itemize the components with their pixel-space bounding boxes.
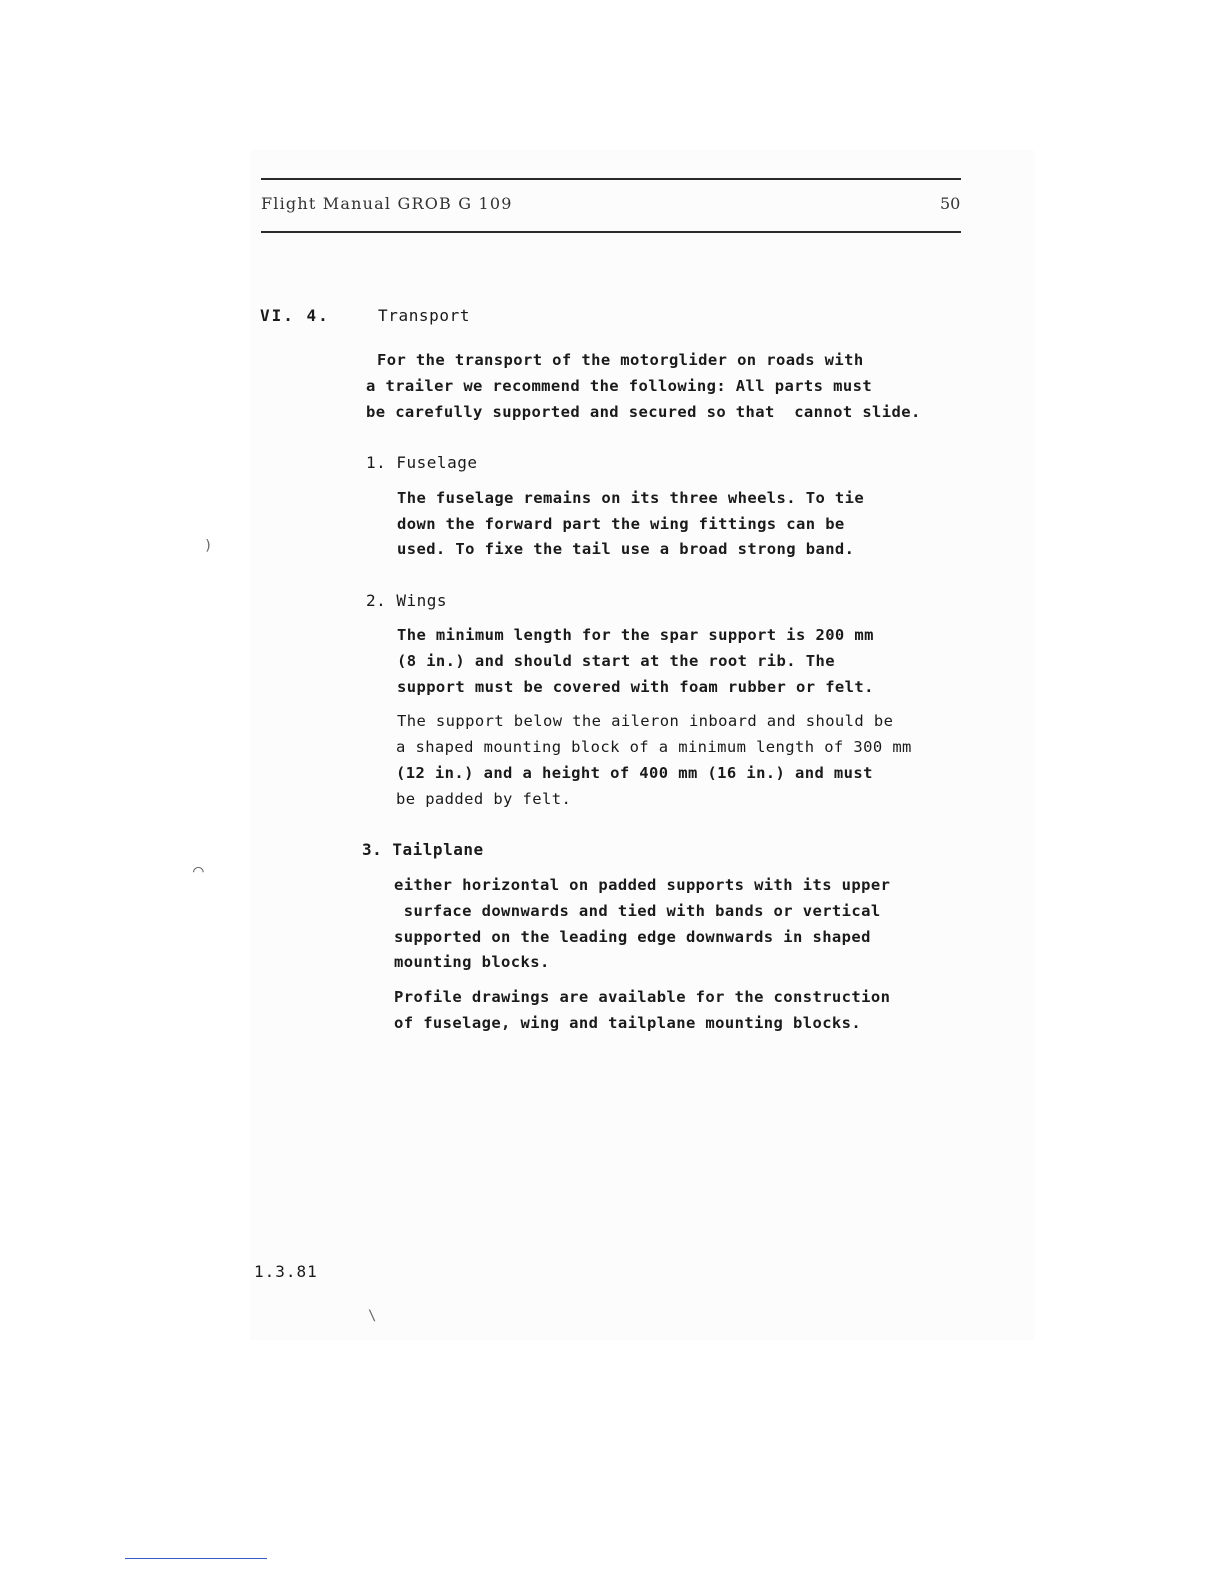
intro-line: a trailer we recommend the following: All parts must (366, 377, 873, 395)
tailplane-text-line: mounting blocks. (394, 953, 550, 971)
wings-text-line: support must be covered with foam rubber or felt. (397, 678, 874, 696)
footer-link-underline (125, 1558, 267, 1559)
item-heading-tailplane: 3. Tailplane (362, 840, 484, 859)
fuselage-text-line: down the forward part the wing fittings can be (397, 515, 845, 533)
tailplane-text-line: either horizontal on padded supports with its upper (394, 876, 891, 894)
wings-text-line: The minimum length for the spar support is 200 mm (397, 626, 874, 644)
revision-date: 1.3.81 (254, 1262, 318, 1281)
header-top-rule (261, 178, 961, 180)
scan-artifact-mark: ⌒ (193, 860, 204, 881)
page-number: 50 (940, 194, 961, 213)
tailplane-text-line: surface downwards and tied with bands or vertical (394, 902, 881, 920)
section-number: VI. 4. (260, 306, 330, 325)
tailplane-text-line: Profile drawings are available for the construction (394, 988, 891, 1006)
fuselage-text-line: The fuselage remains on its three wheels. To tie (397, 489, 865, 507)
scan-artifact-mark: ) (204, 538, 213, 554)
fuselage-text-line: used. To fixe the tail use a broad strong band. (397, 540, 855, 558)
item-heading-fuselage: 1. Fuselage (366, 453, 478, 472)
intro-line: be carefully supported and secured so that cannot slide. (366, 403, 921, 421)
scan-artifact-mark: \ (368, 1308, 377, 1324)
item-heading-wings: 2. Wings (366, 591, 448, 610)
wings-text-line: The support below the aileron inboard and should be (397, 712, 894, 730)
tailplane-text-line: supported on the leading edge downwards in shaped (394, 928, 871, 946)
wings-text-line: a shaped mounting block of a minimum length of 300 mm (396, 738, 912, 756)
manual-title: Flight Manual GROB G 109 (261, 194, 513, 213)
intro-line: For the transport of the motorglider on roads with (377, 351, 864, 369)
header-bottom-rule (261, 231, 961, 233)
wings-text-line: (8 in.) and should start at the root rib. The (397, 652, 835, 670)
wings-text-line: (12 in.) and a height of 400 mm (16 in.) and must (396, 764, 873, 782)
wings-text-line: be padded by felt. (396, 790, 572, 808)
tailplane-text-line: of fuselage, wing and tailplane mounting blocks. (394, 1014, 862, 1032)
section-title: Transport (378, 306, 471, 325)
